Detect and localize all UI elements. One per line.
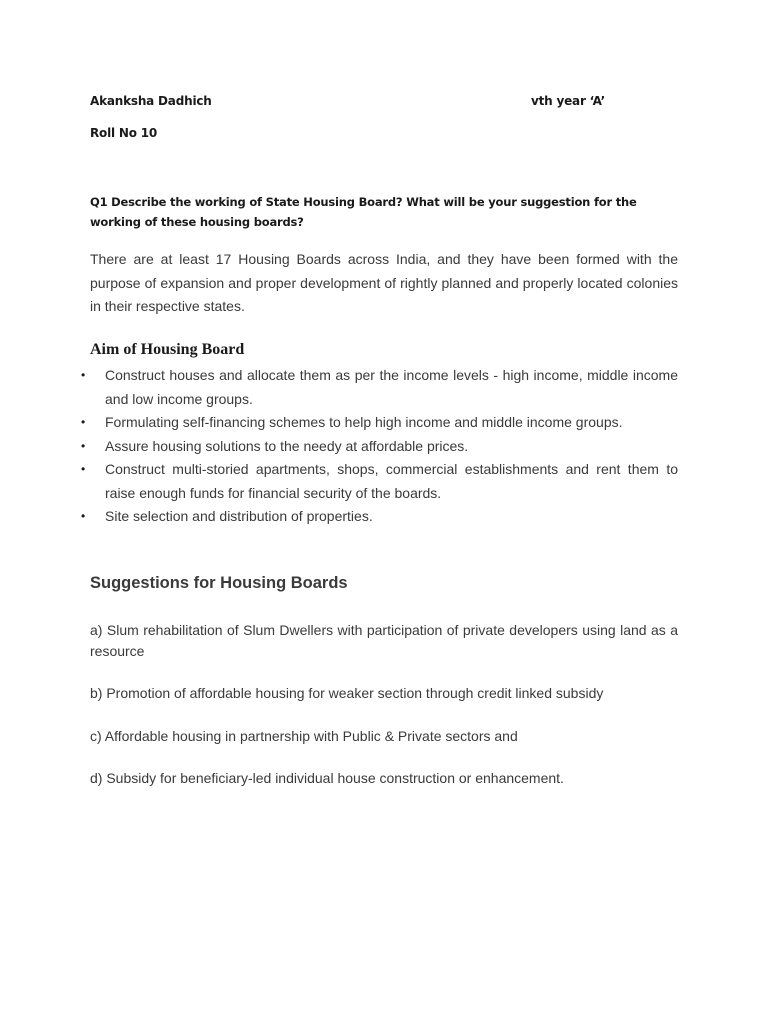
suggestions-heading: Suggestions for Housing Boards xyxy=(90,574,348,592)
question-text: Q1 Describe the working of State Housing Board? What will be your suggestion for the working of these housing boards? xyxy=(90,195,637,229)
list-item xyxy=(76,458,678,505)
bullet-icon: • xyxy=(81,438,86,453)
list-item xyxy=(76,411,678,435)
class-year: vth year ‘A’ xyxy=(531,94,605,108)
aim-item-text: Formulating self-financing schemes to help high income and middle income groups. xyxy=(105,414,623,430)
aim-list xyxy=(76,364,678,529)
roll-number: Roll No 10 xyxy=(90,126,158,140)
bullet-icon: • xyxy=(81,368,86,382)
aim-item-text: Construct houses and allocate them as per the income levels - high income, middle income and low income groups. xyxy=(105,367,678,407)
intro-paragraph: There are at least 17 Housing Boards across India, and they have been formed with the purpose of expansion and proper development of rightly planned and properly located colonies in their respective states. xyxy=(90,251,678,314)
list-item xyxy=(76,364,678,411)
bullet-icon: • xyxy=(81,415,86,429)
aim-item-text: Assure housing solutions to the needy at affordable prices. xyxy=(105,437,469,454)
aim-item-text: Construct multi-storied apartments, shops, commercial establishments and rent them to raise enough funds for financial security of the boards. xyxy=(105,461,678,501)
bullet-icon: • xyxy=(81,462,86,476)
suggestion-a: a) Slum rehabilitation of Slum Dwellers with participation of private developers using land as a resource xyxy=(90,622,678,659)
aim-item-text: Site selection and distribution of properties. xyxy=(105,508,373,524)
suggestion-b: b) Promotion of affordable housing for weaker section through credit linked subsidy xyxy=(90,685,604,701)
author-name: Akanksha Dadhich xyxy=(90,94,212,108)
aim-heading: Aim of Housing Board xyxy=(90,341,245,358)
suggestion-c: c) Affordable housing in partnership with Public & Private sectors and xyxy=(90,728,518,744)
suggestion-d: d) Subsidy for beneficiary-led individual house construction or enhancement. xyxy=(90,770,564,786)
list-item xyxy=(76,505,678,529)
list-item xyxy=(76,435,678,459)
bullet-icon: • xyxy=(81,509,86,523)
